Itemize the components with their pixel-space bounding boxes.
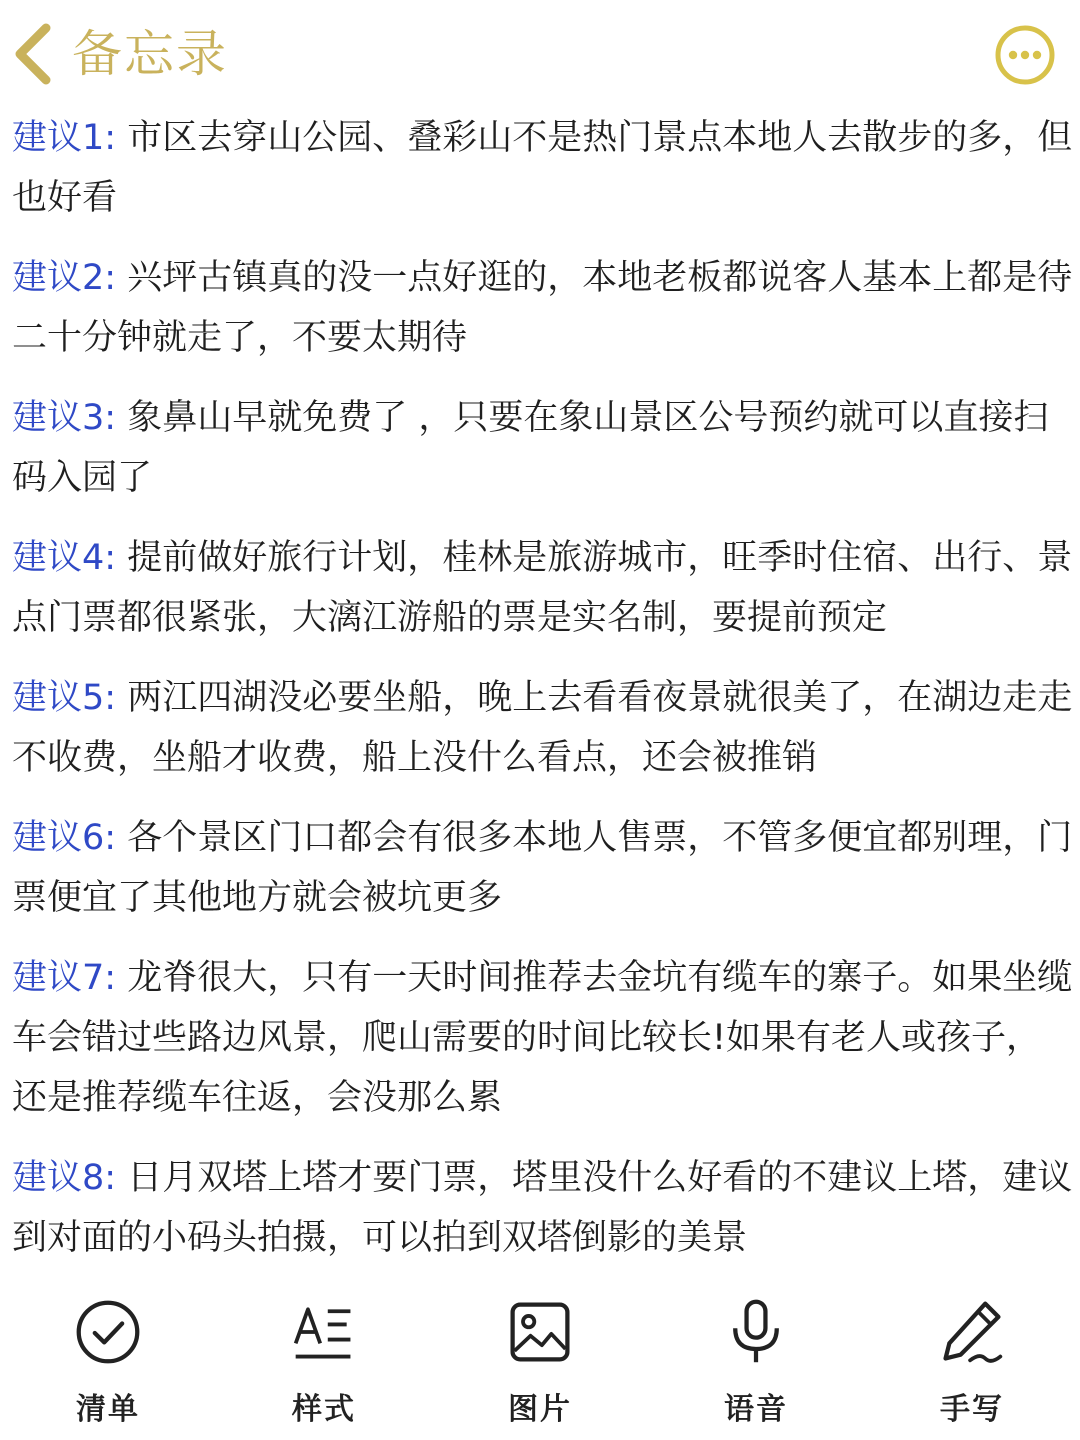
image-icon (504, 1298, 576, 1366)
checklist-label: 清单 (76, 1392, 140, 1427)
style-button[interactable] (254, 1298, 394, 1428)
tip-label: 建议8: (12, 1158, 117, 1198)
tip-text: 各个景区门口都会有很多本地人售票，不管多便宜都别理，门票便宜了其他地方就会被坑更多 (12, 818, 1073, 918)
tip-label: 建议7: (12, 958, 117, 998)
tip-text: 象鼻山早就免费了 ，只要在象山景区公号预约就可以直接扫码入园了 (12, 398, 1049, 498)
pen-icon (936, 1298, 1008, 1366)
tip-text: 提前做好旅行计划，桂林是旅游城市，旺季时住宿、出行、景点门票都很紧张，大漓江游船的票是实名制，要提前预定 (12, 538, 1073, 638)
tip-text: 两江四湖没必要坐船，晚上去看看夜景就很美了，在湖边走走不收费，坐船才收费，船上没什么看点，还会被推销 (12, 678, 1073, 778)
tip-text: 日月双塔上塔才要门票，塔里没什么好看的不建议上塔，建议到对面的小码头拍摄，可以拍到双塔倒影的美景 (12, 1158, 1073, 1258)
tip-label: 建议1: (12, 118, 117, 158)
checklist-button[interactable] (38, 1298, 178, 1428)
handwrite-button[interactable] (902, 1298, 1042, 1428)
note-tip-5 (12, 668, 1074, 788)
more-horizontal-icon[interactable] (994, 24, 1056, 86)
microphone-icon (720, 1298, 792, 1366)
note-tip-4 (12, 528, 1074, 648)
handwrite-label: 手写 (940, 1392, 1004, 1427)
tip-label: 建议4: (12, 538, 117, 578)
note-tip-8 (12, 1148, 1074, 1268)
back-button[interactable] (10, 18, 228, 90)
tip-text: 兴坪古镇真的没一点好逛的，本地老板都说客人基本上都是待二十分钟就走了，不要太期待 (12, 258, 1073, 358)
image-button[interactable] (470, 1298, 610, 1428)
tip-text: 市区去穿山公园、叠彩山不是热门景点本地人去散步的多，但也好看 (12, 118, 1073, 218)
tip-label: 建议5: (12, 678, 117, 718)
note-body[interactable] (12, 108, 1074, 1288)
note-tip-2 (12, 248, 1074, 368)
voice-button[interactable] (686, 1298, 826, 1428)
note-tip-3 (12, 388, 1074, 508)
note-tip-6 (12, 808, 1074, 928)
tip-text: 龙脊很大，只有一天时间推荐去金坑有缆车的寨子。如果坐缆车会错过些路边风景，爬山需要的时间比较长!如果有老人或孩子，还是推荐缆车往返，会没那么累 (12, 958, 1073, 1118)
tip-label: 建议3: (12, 398, 117, 438)
image-label: 图片 (508, 1392, 572, 1427)
back-label: 备忘录 (72, 25, 228, 83)
chevron-left-icon (10, 22, 58, 86)
bottom-toolbar (0, 1290, 1080, 1440)
note-tip-1 (12, 108, 1074, 228)
tip-label: 建议2: (12, 258, 117, 298)
note-tip-7 (12, 948, 1074, 1128)
checklist-circle-icon (72, 1298, 144, 1366)
style-label: 样式 (292, 1392, 356, 1427)
tip-label: 建议6: (12, 818, 117, 858)
voice-label: 语音 (724, 1392, 788, 1427)
header-bar (0, 0, 1080, 110)
text-style-icon (288, 1298, 360, 1366)
